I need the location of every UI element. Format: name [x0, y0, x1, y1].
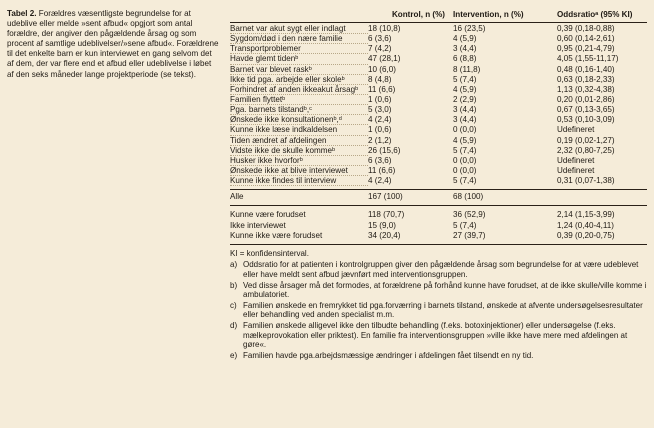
cell-intervention: 4 (5,9): [453, 84, 477, 94]
footnote-label: a): [230, 260, 238, 270]
cell-intervention: 16 (23,5): [453, 24, 486, 33]
footnote: [230, 321, 647, 350]
footnote-text: Familien havde pga.arbejdsmæssige ændringer i afdelingen fået tilsendt en ny tid.: [243, 350, 534, 360]
total-intervention: 68 (100): [453, 192, 484, 202]
cell-oddsratio: 1,24 (0,40-4,11): [557, 220, 614, 230]
cell-control: 10 (6,0): [368, 64, 396, 74]
cell-oddsratio: 0,95 (0,21-4,79): [557, 44, 615, 54]
cell-intervention: 4 (5,9): [453, 135, 477, 145]
cell-control: 7 (4,2): [368, 44, 392, 54]
cell-control: 8 (4,8): [368, 74, 392, 84]
footnote-text: Familien ønskede alligevel ikke den tilbudte behandling (f.eks. botoxinjektioner) eller undersøgelse (f.eks. mælkeprovokation eller priktest). En familie fra interventionsgruppen »ville ikke have mere med afdelingen at gøre«.: [243, 320, 628, 350]
cell-reason: Barnet var blevet raskᵇ: [230, 65, 368, 75]
table-header: [230, 8, 647, 23]
header-cell-intervention: Intervention, n (%): [453, 10, 524, 19]
footnote-label: c): [230, 300, 237, 310]
cell-oddsratio: 0,67 (0,13-3,65): [557, 105, 615, 115]
cell-reason: Ønskede ikke at blive interviewet: [230, 166, 368, 176]
table-row: [230, 44, 647, 54]
cell-intervention: 3 (4,4): [453, 115, 477, 125]
cell-control: 26 (15,6): [368, 145, 401, 155]
data-table: [230, 8, 647, 361]
cell-reason: Sygdom/død i den nære familie: [230, 34, 368, 44]
cell-control: 1 (0,6): [368, 94, 392, 104]
cell-control: 18 (10,8): [368, 24, 401, 33]
cell-oddsratio: 0,31 (0,07-1,38): [557, 176, 615, 186]
cell-control: 5 (3,0): [368, 105, 392, 115]
table-row: [230, 54, 647, 64]
table-row: [230, 34, 647, 44]
footnote: [230, 281, 647, 300]
footnote-label: d): [230, 320, 238, 330]
table-row: [230, 125, 647, 135]
caption-label: Tabel 2.: [7, 9, 37, 18]
footnote: [230, 301, 647, 320]
caption-text: Forældres væsentligste begrundelse for at udeblive eller melde »sent afbud« opgjort som antal forældre, der angiver den pågældende årsag og som procent af samtlige udeblivelser/»sene afbud«. Forældrene til det enkelte barn er kun interviewet en gang selvom det af dem, der var flere end et afbud eller udeblivelse i løbet af den seks måneder lange projektperiode (se tekst).: [7, 9, 219, 79]
cell-intervention: 5 (7,4): [453, 145, 477, 155]
summary-block: [230, 205, 647, 240]
total-oddsratio: [557, 192, 647, 202]
cell-reason: Kunne ikke være forudset: [230, 230, 323, 240]
cell-control: 118 (70,7): [368, 210, 405, 220]
cell-control: 4 (2,4): [368, 176, 392, 186]
cell-reason: Pga. barnets tilstandᵇ,ᶜ: [230, 105, 368, 115]
table-row: [230, 85, 647, 95]
table-notes: [230, 244, 647, 361]
cell-reason: Vidste ikke de skulle kommeᵇ: [230, 146, 368, 156]
cell-oddsratio: Udefineret: [557, 165, 595, 175]
table-row: [230, 136, 647, 146]
total-row: [230, 189, 647, 202]
cell-reason: Husker ikke hvorforᵇ: [230, 156, 368, 166]
cell-oddsratio: 0,53 (0,10-3,09): [557, 115, 615, 125]
cell-reason: Ikke interviewet: [230, 220, 286, 230]
cell-intervention: 0 (0,0): [453, 155, 477, 165]
table-row: [230, 115, 647, 125]
cell-intervention: 6 (8,8): [453, 54, 477, 64]
cell-reason: Forhindret af anden ikkeakut årsagᵇ: [230, 85, 368, 95]
summary-row: [230, 221, 647, 231]
cell-intervention: 27 (39,7): [453, 230, 486, 240]
ki-note: KI = konfidensinterval.: [230, 248, 309, 258]
header-cell-reason: [230, 8, 368, 22]
cell-oddsratio: 1,13 (0,32-4,38): [557, 84, 615, 94]
cell-control: 6 (3,6): [368, 155, 392, 165]
total-label: Alle: [230, 192, 244, 202]
cell-intervention: 2 (2,9): [453, 94, 477, 104]
footnote-list: [230, 260, 647, 360]
table-row: [230, 105, 647, 115]
cell-oddsratio: Udefineret: [557, 125, 595, 135]
table-row: [230, 156, 647, 166]
cell-reason: Tiden ændret af afdelingen: [230, 136, 368, 146]
cell-control: 47 (28,1): [368, 54, 401, 64]
cell-reason: Kunne ikke læse indkaldelsen: [230, 125, 368, 135]
cell-oddsratio: 0,39 (0,18-0,88): [557, 24, 615, 33]
table-row: [230, 166, 647, 176]
cell-reason: Barnet var akut sygt eller indlagt: [230, 24, 368, 34]
cell-reason: Transportproblemer: [230, 44, 368, 54]
footnote: [230, 351, 647, 361]
cell-intervention: 5 (7,4): [453, 176, 477, 186]
cell-oddsratio: Udefineret: [557, 155, 595, 165]
footnote-text: Ved disse årsager må det formodes, at forældrene på forhånd kunne have forudset, at de ikke skulle/ville komme i ambulatoriet.: [243, 280, 647, 300]
cell-intervention: 5 (7,4): [453, 74, 477, 84]
cell-oddsratio: 2,14 (1,15-3,99): [557, 210, 615, 220]
cell-oddsratio: 0,20 (0,01-2,86): [557, 94, 615, 104]
summary-row: [230, 231, 647, 241]
cell-oddsratio: 0,63 (0,18-2,33): [557, 74, 615, 84]
cell-reason: Kunne ikke findes til interview: [230, 176, 368, 186]
cell-reason: Havde glemt tidenᵇ: [230, 54, 368, 64]
cell-intervention: 0 (0,0): [453, 165, 477, 175]
cell-control: 15 (9,0): [368, 220, 396, 230]
cell-oddsratio: 0,60 (0,14-2,61): [557, 34, 615, 44]
cell-oddsratio: 0,48 (0,16-1,40): [557, 64, 615, 74]
cell-control: 6 (3,6): [368, 34, 392, 44]
cell-intervention: 3 (4,4): [453, 44, 477, 54]
cell-oddsratio: 2,32 (0,80-7,25): [557, 145, 615, 155]
cell-intervention: 3 (4,4): [453, 105, 477, 115]
cell-intervention: 4 (5,9): [453, 34, 477, 44]
cell-reason: Familien flyttetᵇ: [230, 95, 368, 105]
cell-oddsratio: 4,05 (1,55-11,17): [557, 54, 619, 64]
table-row: [230, 95, 647, 105]
header-cell-control: Kontrol, n (%): [391, 10, 445, 19]
table-row: [230, 146, 647, 156]
table-row: [230, 176, 647, 186]
cell-oddsratio: 0,19 (0,02-1,27): [557, 135, 615, 145]
table-row: [230, 75, 647, 85]
cell-control: 4 (2,4): [368, 115, 392, 125]
cell-control: 11 (6,6): [368, 84, 396, 94]
total-control: 167 (100): [368, 192, 403, 202]
cell-control: 34 (20,4): [368, 230, 401, 240]
cell-control: 11 (6,6): [368, 165, 396, 175]
cell-intervention: 8 (11,8): [453, 64, 481, 74]
cell-control: 1 (0,6): [368, 125, 392, 135]
cell-intervention: 5 (7,4): [453, 220, 477, 230]
cell-reason: Ønskede ikke konsultationenᵇ,ᵈ: [230, 115, 368, 125]
cell-control: 2 (1,2): [368, 135, 392, 145]
footnote-text: Oddsratio for at patienten i kontrolgruppen giver den pågældende årsag som begrundelse for at være udeblevet eller have meldt sent afbud jævnført med interventionsgruppen.: [243, 260, 639, 279]
table-caption: [7, 9, 220, 80]
cell-intervention: 0 (0,0): [453, 125, 477, 135]
table-row: [230, 24, 647, 34]
footnote-label: e): [230, 350, 238, 360]
cell-intervention: 36 (52,9): [453, 210, 486, 220]
header-cell-oddsratio: Oddsratioᵃ (95% KI): [557, 10, 633, 19]
footnote-label: b): [230, 280, 238, 290]
cell-reason: Kunne være forudset: [230, 210, 306, 220]
cell-oddsratio: 0,39 (0,20-0,75): [557, 230, 615, 240]
summary-row: [230, 210, 647, 220]
cell-reason: Ikke tid pga. arbejde eller skoleᵇ: [230, 75, 368, 85]
table-row: [230, 65, 647, 75]
footnote: [230, 260, 647, 279]
table-body: [230, 24, 647, 186]
footnote-text: Familien ønskede en fremrykket tid pga.forværring i barnets tilstand, ønskede at afvente undersøgelsesresultater eller behandling ved anden specialist m.m.: [243, 300, 643, 320]
